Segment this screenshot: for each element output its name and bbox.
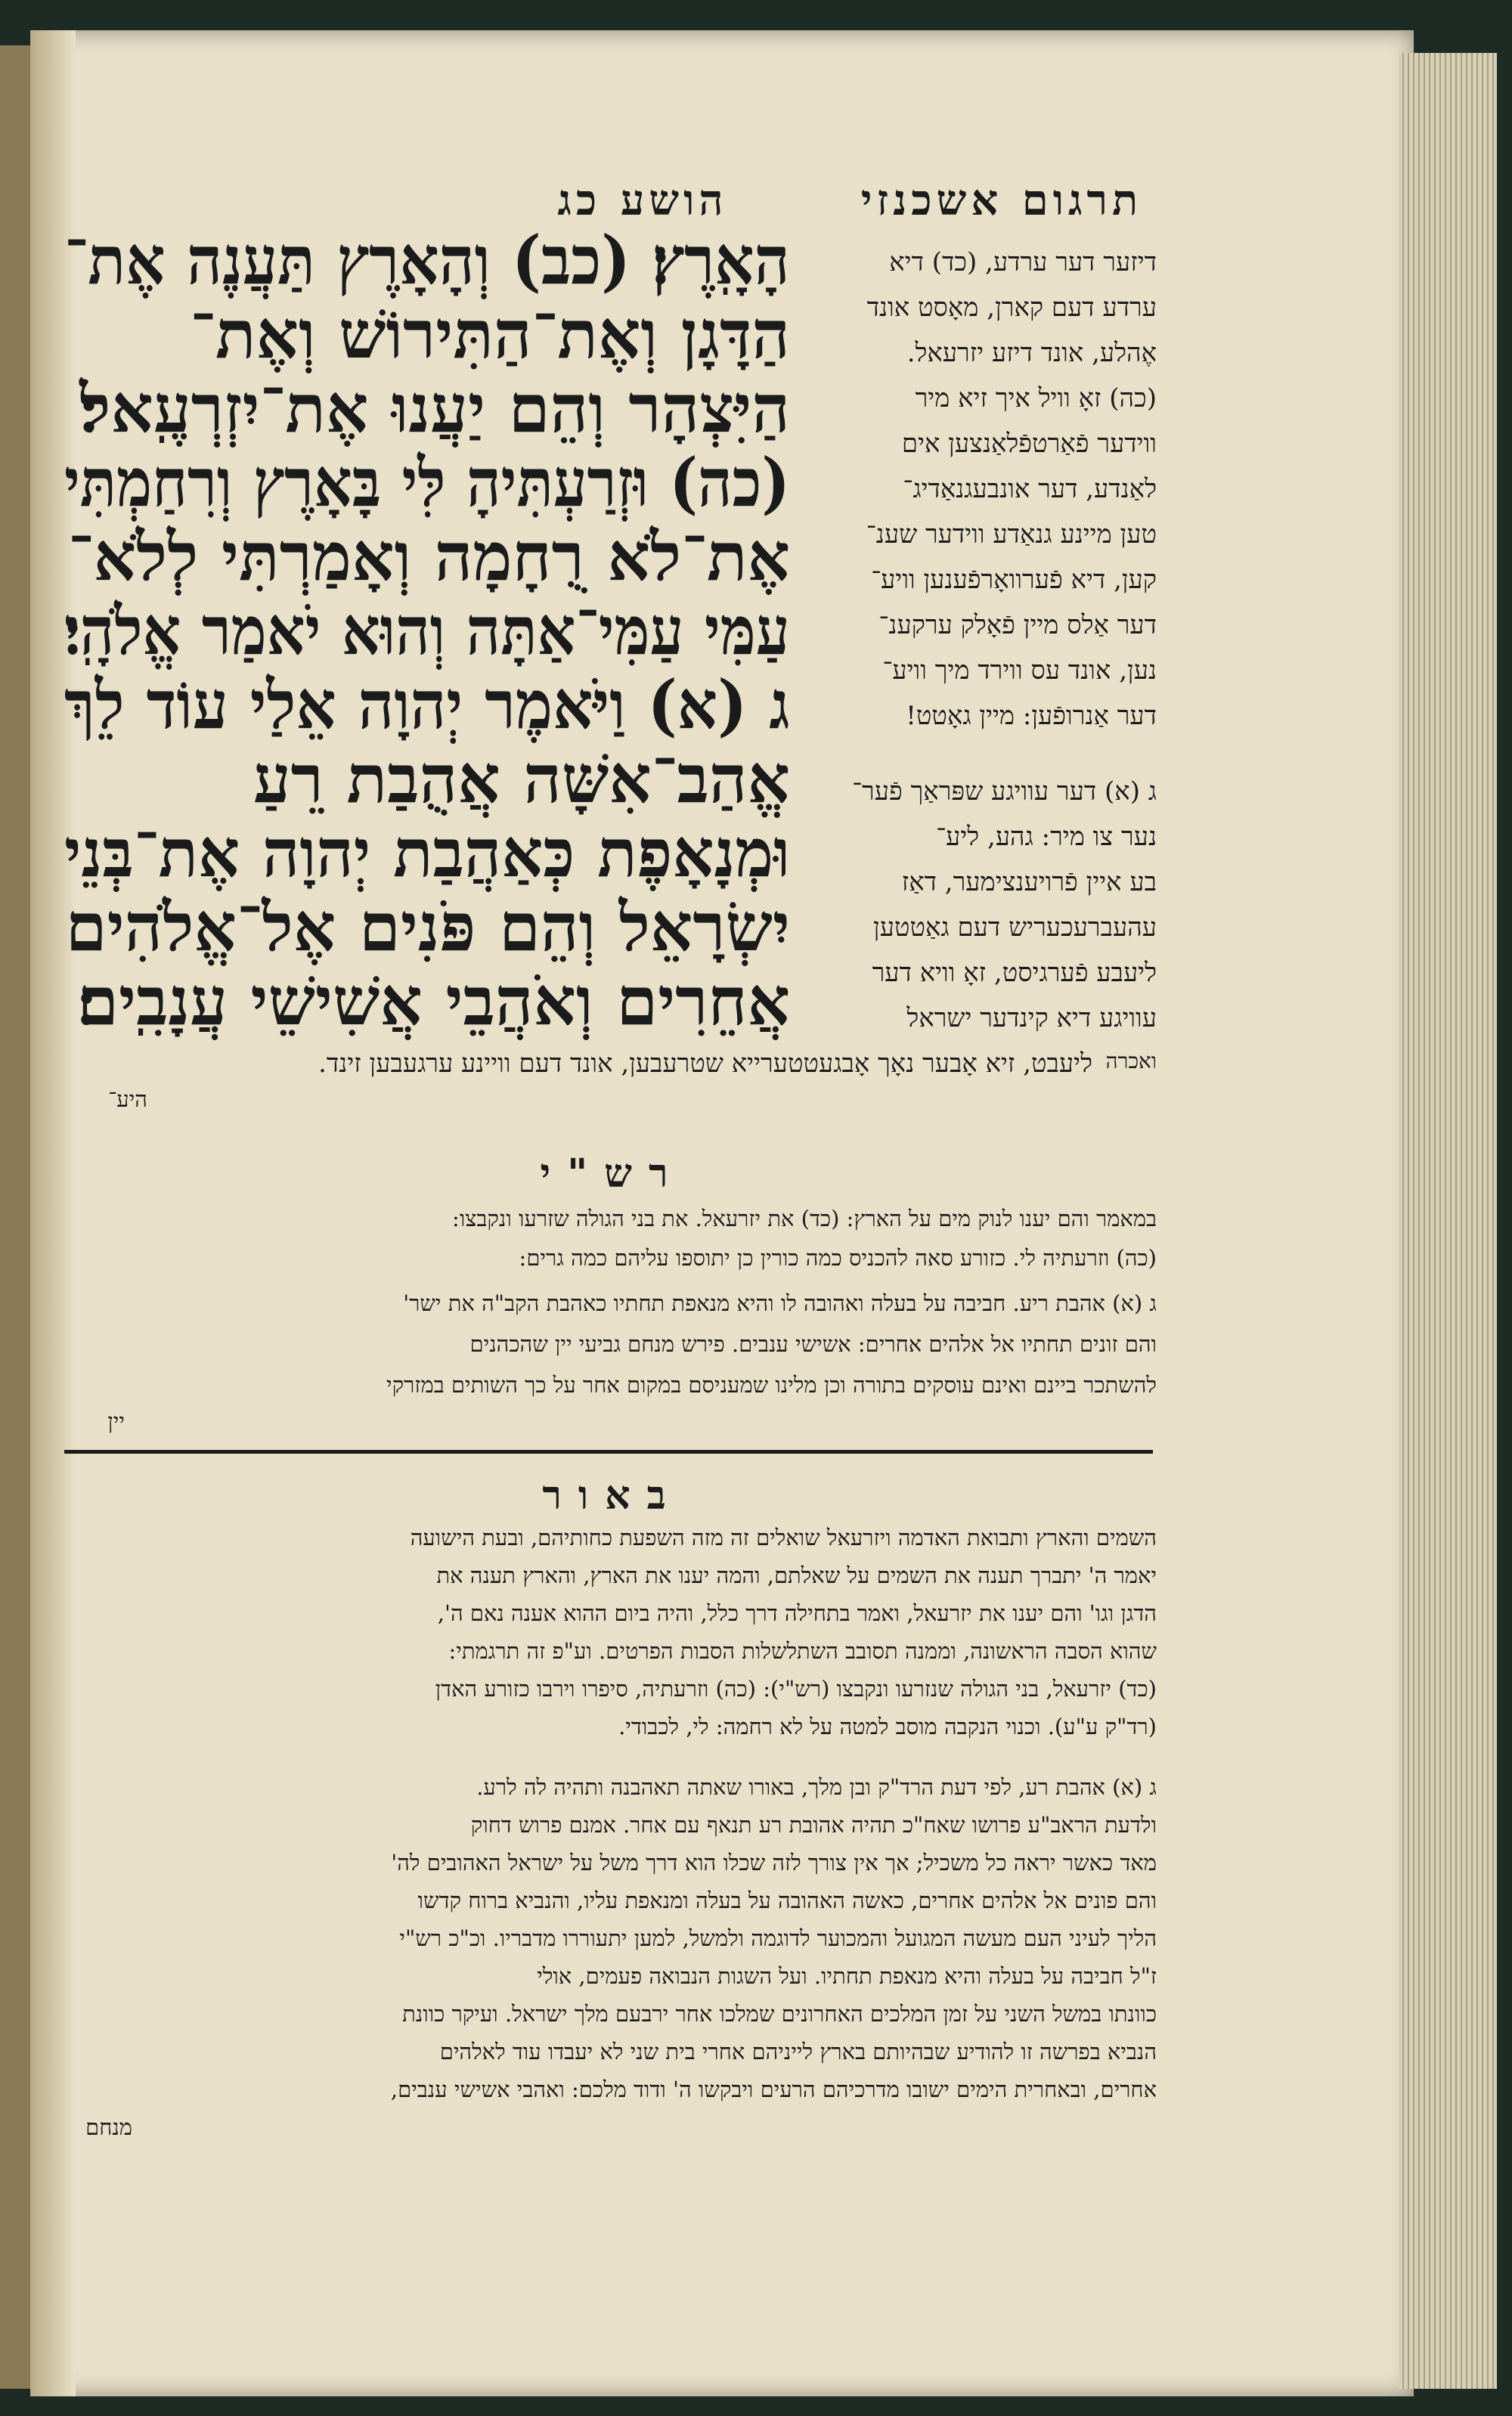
translation-continuation: ליעבט, זיא אָבער נאָך אָבגעטטערייא שטרעבען, אונד דעם וויינע ערגעבען זינד.	[318, 1048, 1092, 1079]
translation-line: עהעברעכעריש דעם גאַטטען	[873, 912, 1157, 943]
biur-line: ג (א) אהבת רע, לפי דעת הרד"ק ובן מלך, באורו שאתה תאהבנה ותהיה לה לרע.	[476, 1774, 1157, 1800]
hebrew-line: עַמִּי עַמִּי־אַתָּה וְהוּא יֹאמַר אֱלֹהָֽי׃	[64, 591, 790, 670]
translation-line: טען מיינע גנאַדע ווידער שענ־	[866, 519, 1157, 550]
translation-line: נער צו מיר: גהע, ליע־	[936, 822, 1157, 852]
biur-line: (רד"ק ע"ע). וכנוי הנקבה מוסב למטה על לא רחמה: לי, לכבודי.	[618, 1714, 1157, 1739]
translation-line: בע איין פֿרויענצימער, דאַז	[901, 867, 1157, 897]
biur-line: ז"ל חביבה על בעלה והיא מנאפת תחתיו. ועל השגות הנבואה פעמים, אולי	[537, 1963, 1157, 1989]
biur-line: הדגן וגו' והם יענו את יזרעאל, ואמר בתחילה דרך כלל, והיה ביום ההוא אענה נאם ה',	[437, 1600, 1157, 1626]
translation-line: לאַנדע, דער אונבעגנאַדיג־	[903, 474, 1157, 504]
hebrew-line: וּמְנָאָפֶת כְּאַהֲבַת יְהוָה אֶת־בְּנֵי	[64, 813, 790, 892]
biur-line: כוונתו במשל השני על זמן המלכים האחרונים שמלכו אחר ירבעם מלך ישראל. ועיקר כוונת	[402, 2001, 1157, 2027]
biur-line: הליך לעיני העם מעשה המגועל והמכוער לדוגמה ולמשל, למען יתעוררו מדבריו. וכ"כ רש"י	[399, 1925, 1157, 1951]
translation-line: אֶהלע, אונד דיזע יזרעאל.	[906, 338, 1157, 368]
hebrew-line: הָאָֽרֶץ׃ (כב) וְהָאָרֶץ תַּעֲנֶה אֶת־	[64, 221, 790, 299]
hebrew-line: הַדָּגָן וְאֶת־הַתִּירוֹשׁ וְאֶת־	[190, 295, 790, 373]
catchword: יין	[107, 1408, 125, 1434]
page-edges	[1399, 53, 1497, 2389]
biur-line: שהוא הסבה הראשונה, וממנה תסובב השתלשלות הסבות הפרטים. וע"פ זה תרגמתי:	[448, 1638, 1157, 1664]
hebrew-text-column	[64, 221, 790, 1043]
translation-line: ערדע דעם קארן, מאָסט אונד	[866, 293, 1157, 323]
rashi-line: והם זונים תחתיו אל אלהים אחרים: אשישי ענבים. פירש מנחם גביעי יין שהכהנים	[469, 1331, 1157, 1357]
catchword: ואכרה	[1105, 1048, 1157, 1073]
biur-line: הנביא בפרשה זו להודיע שבהיותם בארץ לייניהם אחרי בית שני לא יעבדו עוד לאלהים	[439, 2039, 1157, 2064]
translation-line: (כה) זאָ וויל איך זיא מיר	[915, 383, 1157, 414]
hebrew-line: אֶת־לֹא רֻחָמָה וְאָמַרְתִּי לְלֹא־	[67, 517, 790, 596]
rashi-line: (כה) וזרעתיה לי. כזורע סאה להכניס כמה כורין כן יתוספו עליהם כמה גרים:	[519, 1245, 1157, 1271]
translation-line: קען, דיא פֿערוואָרפֿענען וויע־	[871, 565, 1157, 595]
catchword: היע־	[108, 1086, 147, 1112]
rashi-line: במאמר והם יענו לנוק מים על הארץ: (כד) את יזרעאל. את בני הגולה שזרעו ונקבצו:	[452, 1206, 1157, 1231]
hebrew-line: אֲחֵרִים וְאֹהֲבֵי אֲשִׁישֵׁי עֲנָבִֽים׃	[77, 962, 790, 1040]
biur-line: ולדעת הראב"ע פרושו שאח"כ תהיה אהובת רע תנאף עם אחר. אמנם פרוש דחוק	[470, 1812, 1157, 1838]
biur-line: אחרים, ובאחרית הימים ישובו מדרכיהם הרעים ויבקשו ה' ודוד מלכם: ואהבי אשישי ענבים,	[390, 2077, 1157, 2102]
rashi-title: רש"י	[540, 1151, 685, 1197]
yiddish-translation-column	[801, 249, 1157, 1051]
translation-line: דיזער דער ערדע, (כד) דיא	[889, 247, 1157, 277]
biur-commentary	[64, 1527, 1157, 2147]
biur-title: באור	[542, 1473, 683, 1519]
hebrew-line: הַיִּצְהָר וְהֵם יַעֲנוּ אֶת־יִזְרְעֶֽאל׃	[79, 369, 790, 448]
left-page-edge	[0, 45, 33, 2389]
translation-line: דער אַנרופֿען: מיין גאָטט!	[906, 701, 1157, 731]
hebrew-line: יִשְׂרָאֵל וְהֵם פֹּנִים אֶל־אֱלֹהִים	[65, 887, 790, 966]
biur-line: (כד) יזרעאל, בני הגולה שנזרעו ונקבצו (רש"י): (כה) וזרעתיה, סיפרו וירבו כזורע האדן	[435, 1676, 1157, 1702]
running-head-book: הושע כג	[557, 175, 728, 225]
translation-line: דער אַלס מיין פֿאָלק ערקענ־	[878, 610, 1157, 640]
rashi-line: ג (א) אהבת ריע. חביבה על בעלה ואהובה לו והיא מנאפת תחתיו כאהבת הקב"ה את ישר'	[403, 1290, 1157, 1316]
biur-line: יאמר ה' יתברך תענה את השמים על שאלתם, והמה יענו את הארץ, והארץ תענה את	[436, 1563, 1157, 1588]
rashi-line: להשתכר ביינם ואינם עוסקים בתורה וכן מלינו שמעניסם במקום אחר על כך השותים במזרקי	[386, 1372, 1157, 1398]
translation-line: ג (א) דער עוויגע שפּראַך פֿער־	[852, 776, 1157, 807]
rashi-commentary	[64, 1208, 1157, 1450]
translation-line: ווידער פֿאַרטפֿלאַנצען אים	[901, 429, 1157, 459]
biur-line: השמים והארץ ותבואת האדמה ויזרעאל שואלים זה מזה השפעת כחותיהם, ובעת הישועה	[410, 1525, 1157, 1550]
biur-line: מאד כאשר יראה כל משכיל; אך אין צורך לזה שכלו הוא דרך משל על ישראל האהובים לה'	[391, 1850, 1157, 1875]
hebrew-line: (כה) וּזְרַעְתִּיהָ לִּי בָּאָרֶץ וְרִחַמְתִּי	[64, 443, 790, 522]
translation-line: ליעבע פֿערגיסט, זאָ וויא דער	[872, 958, 1157, 988]
catchword: מנחם	[85, 2114, 132, 2140]
translation-line: נען, אונד עס ווירד מיך וויע־	[882, 655, 1157, 686]
section-divider	[64, 1450, 1153, 1454]
running-head-translation: תרגום אשכנזי	[860, 175, 1143, 225]
translation-line: עוויגע דיא קינדער ישראל	[906, 1003, 1157, 1033]
hebrew-line: אֱהַב־אִשָּׁה אֲהֻבַת רֵעַ	[253, 739, 790, 818]
biur-line: והם פונים אל אלהים אחרים, כאשה האהובה על בעלה ומנאפת עליו, והנביא ברוח קדשו	[417, 1888, 1157, 1913]
hebrew-line: ג (א) וַיֹּאמֶר יְהוָה אֵלַי עוֹד לֵךְ	[64, 665, 790, 744]
